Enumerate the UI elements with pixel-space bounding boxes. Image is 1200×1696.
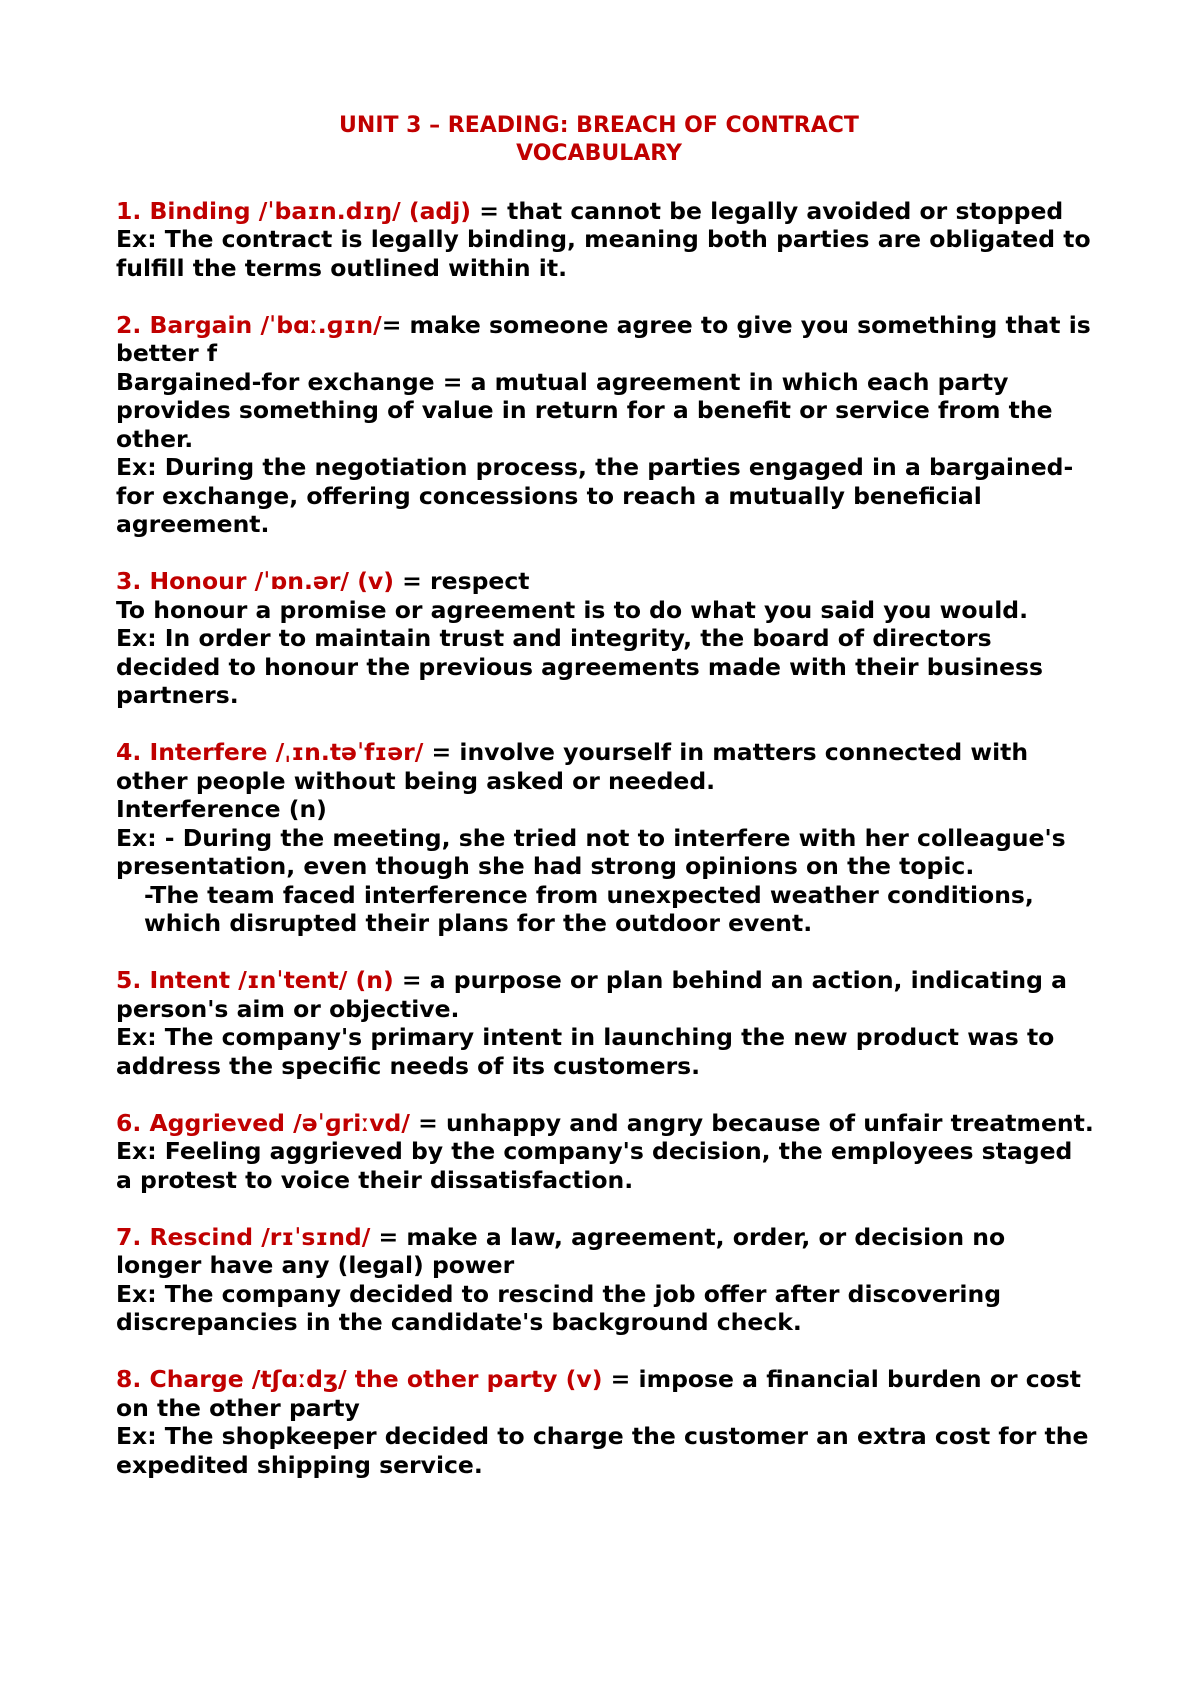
- entry-example: Ex: In order to maintain trust and integrity, the board of directors decided to honour the previous agreements made with their business partners.: [116, 624, 1044, 709]
- entry-definition: = make a law, agreement, order, or decision no longer have any (legal) power: [116, 1222, 1006, 1279]
- entry-term-line: [116, 1223, 1096, 1280]
- title-line-2: VOCABULARY: [516, 141, 682, 166]
- entry-term: 8. Charge /tʃɑːdʒ/ the other party (v): [116, 1365, 603, 1393]
- entry-example: Ex: During the negotiation process, the parties engaged in a bargained-for exchange, offering concessions to reach a mutually beneficial agreement.: [116, 453, 1074, 538]
- entry-term: 5. Intent /ɪnˈtent/ (n): [116, 966, 394, 994]
- vocab-entry-charge: [116, 1365, 1096, 1479]
- entry-term-line: [116, 567, 1096, 596]
- spacer: [116, 1337, 1096, 1366]
- spacer: [116, 938, 1096, 967]
- vocab-entry-honour: [116, 567, 1096, 710]
- spacer: [116, 1080, 1096, 1109]
- entry-definition: = make someone agree to give you something that is better f: [116, 310, 1091, 367]
- entry-definition: = respect: [394, 567, 530, 595]
- entry-definition: = unhappy and angry because of unfair treatment.: [409, 1108, 1094, 1137]
- entry-example: Ex: - During the meeting, she tried not to interfere with her colleague's presentation, even though she had strong opinions on the topic.: [116, 823, 1066, 880]
- spacer: [116, 282, 1096, 311]
- entry-example: Ex: The company's primary intent in launching the new product was to address the specific needs of its customers.: [116, 1023, 1055, 1080]
- entry-term-line: [116, 966, 1096, 1023]
- entry-definition: = a purpose or plan behind an action, indicating a person's aim or objective.: [116, 966, 1067, 1023]
- entry-word-form: Interference (n): [116, 795, 327, 823]
- vocab-entry-interfere: [116, 738, 1096, 938]
- entry-example: Ex: The contract is legally binding, meaning both parties are obligated to fulfill the terms outlined within it.: [116, 225, 1091, 282]
- title-line-1: UNIT 3 – READING: BREACH OF CONTRACT: [339, 113, 859, 138]
- vocab-entry-intent: [116, 966, 1096, 1080]
- vocab-entry-binding: [116, 197, 1096, 283]
- spacer: [116, 710, 1096, 739]
- document-page: [116, 112, 1096, 1479]
- entry-definition: = impose a financial burden or cost on the other party: [116, 1365, 1082, 1422]
- entry-definition: = that cannot be legally avoided or stopped: [471, 196, 1064, 225]
- spacer: [116, 168, 1096, 197]
- entry-example: Ex: The company decided to rescind the job offer after discovering discrepancies in the candidate's background check.: [116, 1279, 1002, 1336]
- entry-term-line: [116, 1109, 1096, 1138]
- document-title: [116, 112, 1082, 168]
- spacer: [116, 1194, 1096, 1223]
- entry-subdefinition: Bargained-for exchange = a mutual agreement in which each party provides something of value in return for a benefit or service from the other.: [116, 367, 1053, 453]
- entry-term-line: [116, 311, 1096, 368]
- vocab-entry-rescind: [116, 1223, 1096, 1337]
- entry-term: 3. Honour /ˈɒn.ər/ (v): [116, 567, 394, 595]
- entry-term: 6. Aggrieved /əˈɡriːvd/: [116, 1108, 410, 1137]
- entry-subdefinition: To honour a promise or agreement is to do what you said you would.: [116, 595, 1029, 624]
- entry-term-line: [116, 738, 1096, 795]
- vocab-entry-bargain: [116, 311, 1096, 539]
- entry-definition: = involve yourself in matters connected with other people without being asked or needed.: [116, 738, 1029, 795]
- entry-term: 2. Bargain /ˈbɑː.ɡɪn/: [116, 310, 382, 339]
- entry-term: 7. Rescind /rɪˈsɪnd/: [116, 1222, 371, 1251]
- entry-term: 4. Interfere /ˌɪn.təˈfɪər/: [116, 738, 424, 766]
- entry-term: 1. Binding /ˈbaɪn.dɪŋ/ (adj): [116, 196, 472, 225]
- entry-term-line: [116, 1365, 1096, 1422]
- entry-example: Ex: The shopkeeper decided to charge the customer an extra cost for the expedited shipping service.: [116, 1422, 1089, 1479]
- spacer: [116, 539, 1096, 568]
- entry-example: Ex: Feeling aggrieved by the company's decision, the employees staged a protest to voice their dissatisfaction.: [116, 1137, 1073, 1194]
- vocab-entry-aggrieved: [116, 1109, 1096, 1195]
- entry-term-line: [116, 197, 1096, 226]
- entry-example-second: -The team faced interference from unexpected weather conditions, which disrupted their plans for the outdoor event.: [144, 880, 1034, 937]
